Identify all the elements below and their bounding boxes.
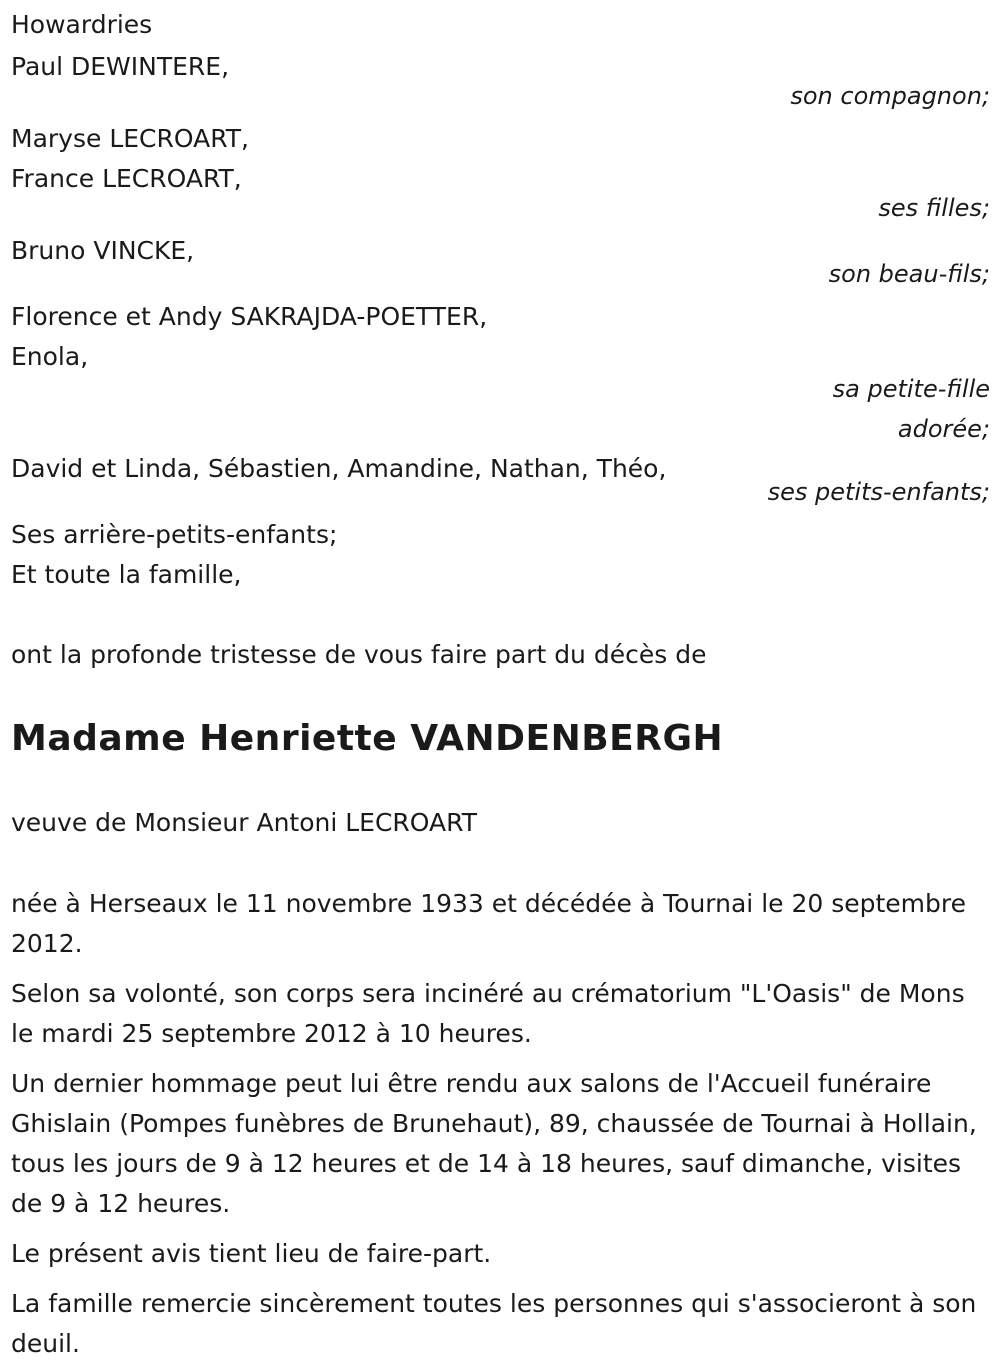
relation-label: ses filles; (878, 194, 990, 222)
announcement: ont la profonde tristesse de vous faire part du décès de (11, 640, 707, 669)
family-name: Et toute la famille, (11, 560, 242, 589)
birth-death-paragraph: née à Herseaux le 11 novembre 1933 et décédée à Tournai le 20 septembre 2012. (11, 889, 967, 958)
family-name: France LECROART, (11, 164, 242, 193)
family-group-companion (11, 47, 990, 113)
relation-label: son compagnon; (790, 82, 990, 110)
homage-paragraph: Un dernier hommage peut lui être rendu aux salons de l'Accueil funéraire Ghislain (Pompes funèbres de Brunehaut), 89, chaussée de Tournai à Hollain, tous les jours de 9 à 12 heures et de 14 à 18 heures, sauf dimanche, visites de 9 à 12 heures. (11, 1069, 977, 1218)
widow-of: veuve de Monsieur Antoni LECROART (11, 808, 477, 837)
relation-label: adorée; (897, 415, 990, 443)
thanks-paragraph: La famille remercie sincèrement toutes les personnes qui s'associeront à son deuil. (11, 1289, 977, 1358)
family-name: Enola, (11, 342, 89, 371)
family-closing (11, 515, 990, 595)
family-name: Ses arrière-petits-enfants; (11, 520, 338, 549)
family-name: Paul DEWINTERE, (11, 52, 230, 81)
family-name: Florence et Andy SAKRAJDA-POETTER, (11, 302, 488, 331)
location: Howardries (11, 10, 153, 39)
cremation-paragraph: Selon sa volonté, son corps sera incinéré au crématorium "L'Oasis" de Mons le mardi 25 septembre 2012 à 10 heures. (11, 979, 965, 1048)
deceased-name: Madame Henriette VANDENBERGH (11, 718, 724, 759)
family-group-granddaughter (11, 297, 990, 449)
relation-label: son beau-fils; (828, 260, 990, 288)
family-group-daughters (11, 119, 990, 225)
family-group-grandchildren (11, 449, 990, 509)
family-name: Bruno VINCKE, (11, 236, 195, 265)
family-name: Maryse LECROART, (11, 124, 249, 153)
family-group-son-in-law (11, 231, 990, 291)
family-name: David et Linda, Sébastien, Amandine, Nathan, Théo, (11, 454, 667, 483)
relation-label: ses petits-enfants; (767, 478, 990, 506)
notice-paragraph: Le présent avis tient lieu de faire-part. (11, 1239, 492, 1268)
relation-label: sa petite-fille (832, 375, 990, 403)
